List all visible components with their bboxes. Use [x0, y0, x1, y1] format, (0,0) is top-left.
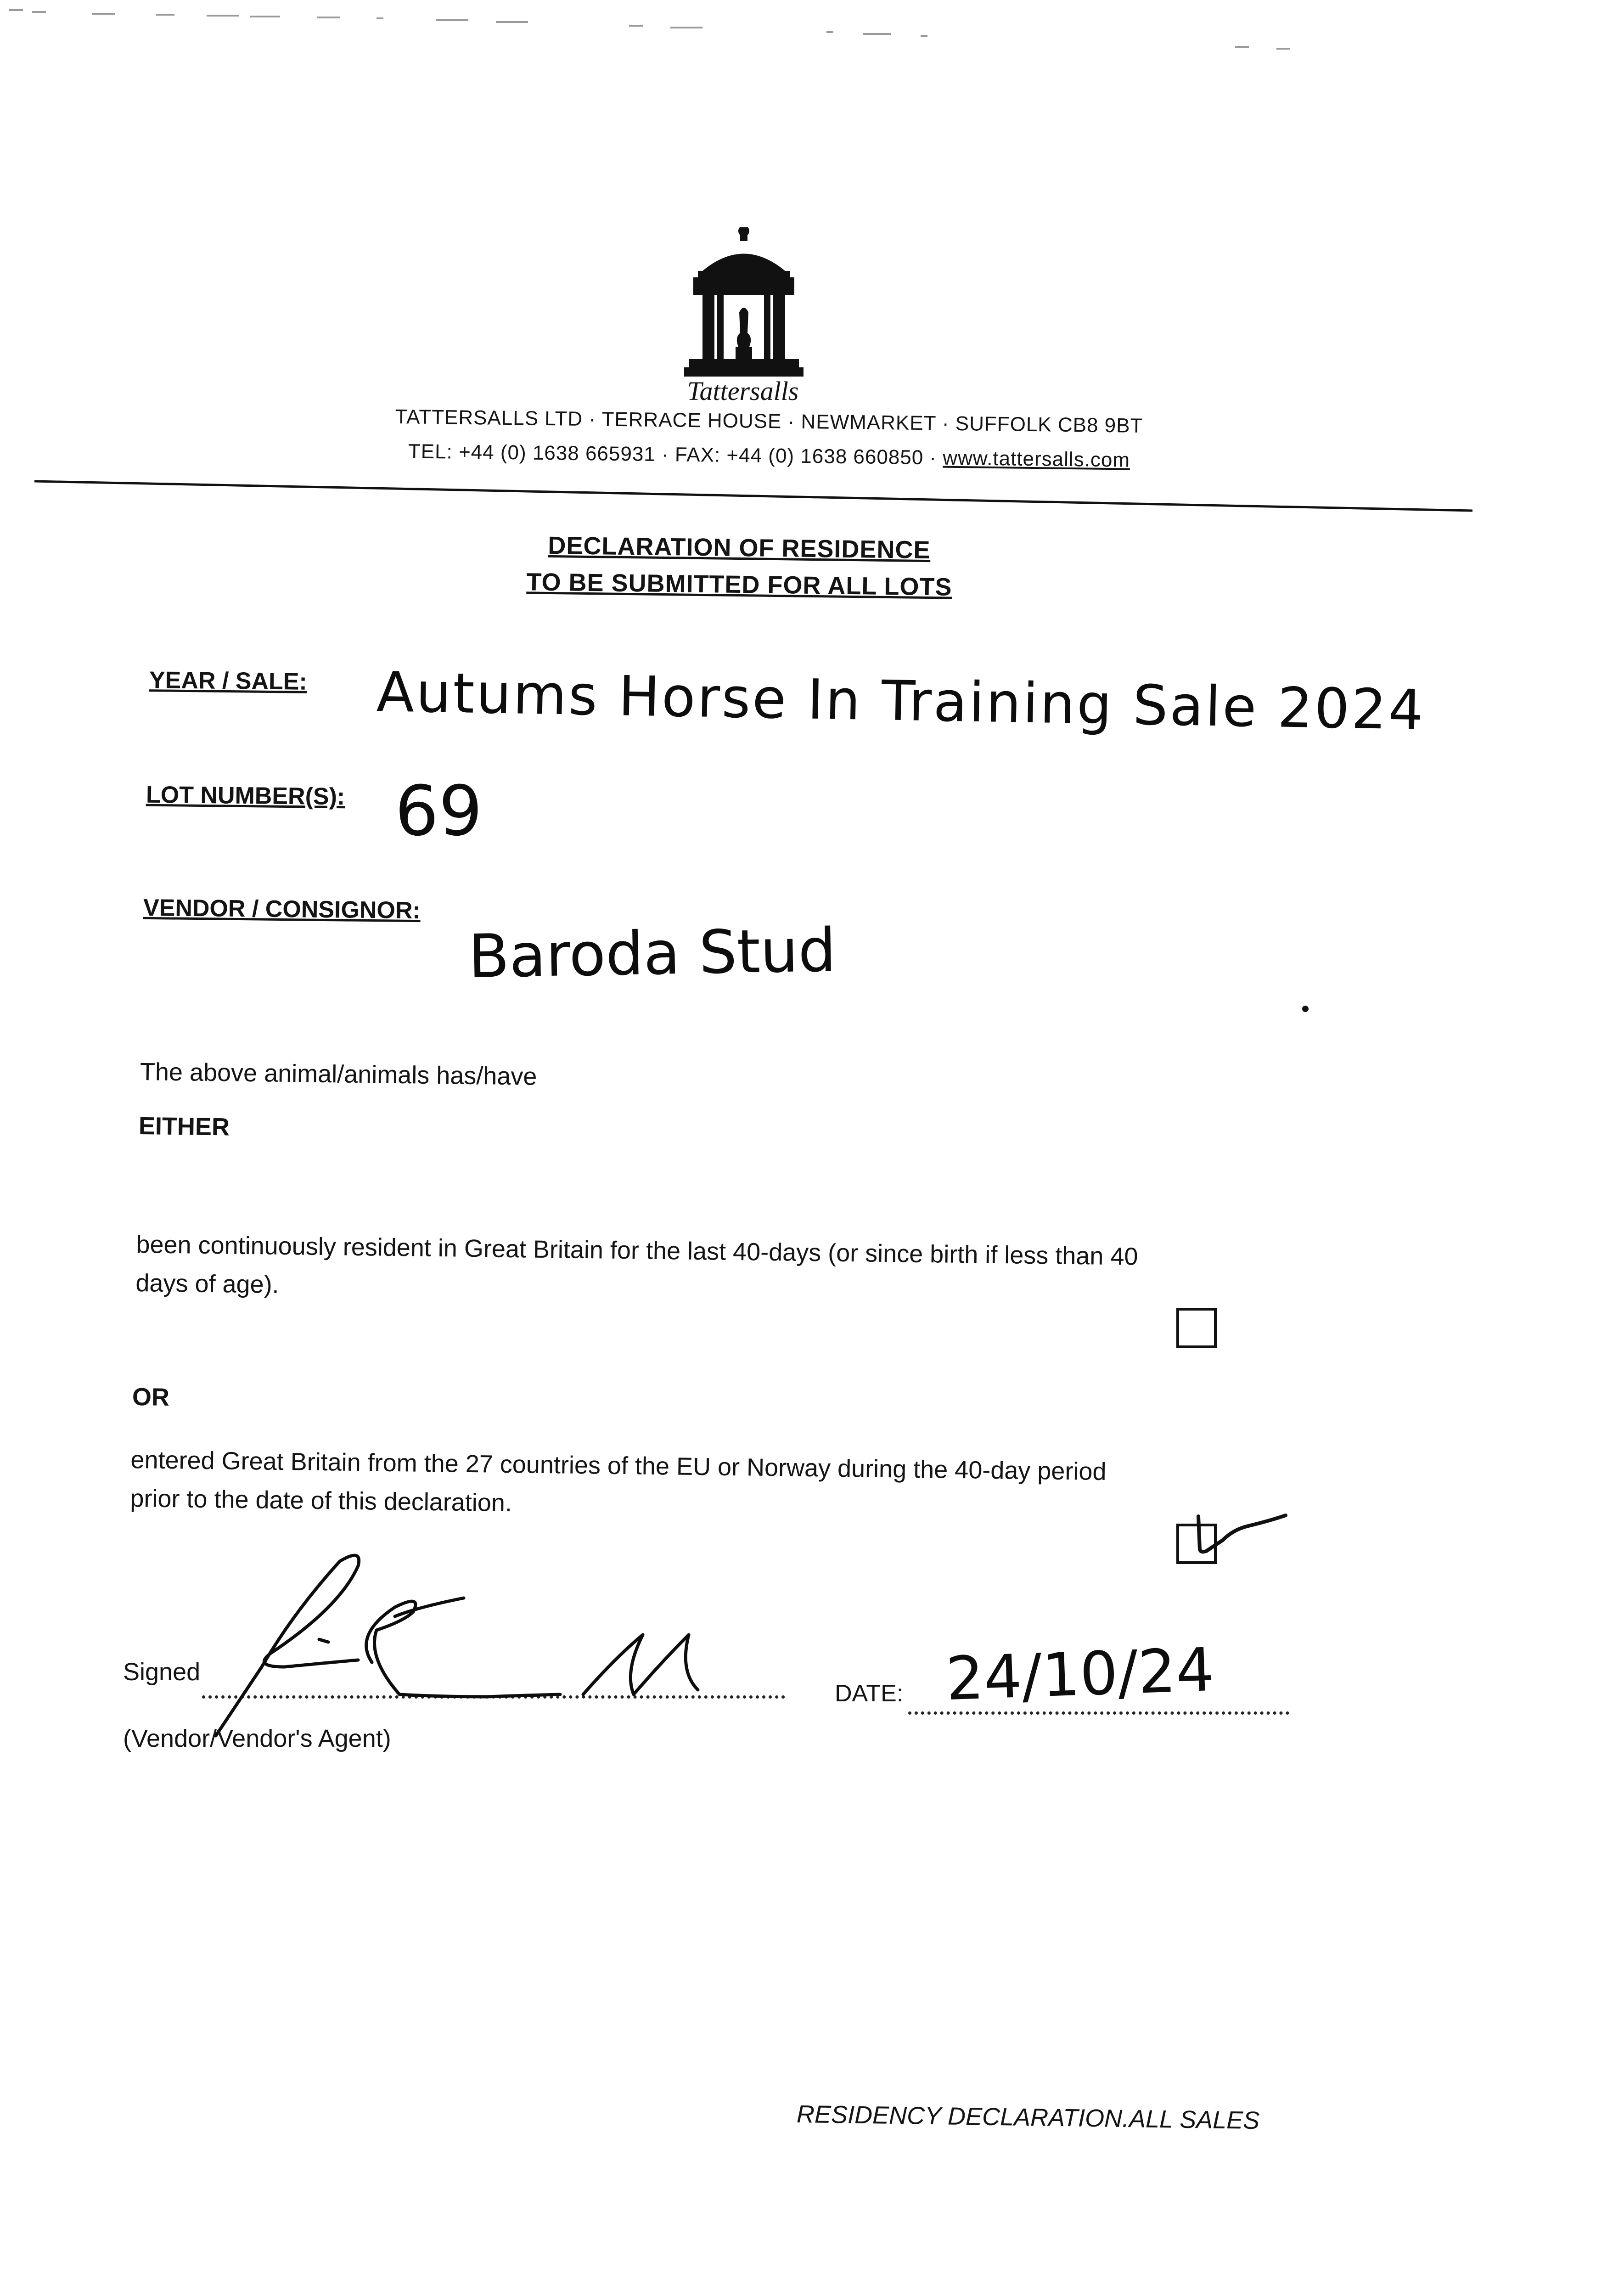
brand-name: Tattersalls: [687, 376, 799, 406]
vendor-consignor-label: VENDOR / CONSIGNOR:: [143, 894, 421, 924]
signed-label: Signed: [123, 1658, 201, 1686]
lot-number-label: LOT NUMBER(S):: [146, 781, 345, 810]
date-value[interactable]: 24/10/24: [944, 1634, 1215, 1714]
either-heading: EITHER: [138, 1112, 230, 1141]
website-link[interactable]: www.tattersalls.com: [943, 446, 1130, 472]
address-line: TATTERSALLS LTD · TERRACE HOUSE · NEWMARKET · SUFFOLK CB8 9BT: [395, 405, 1143, 437]
contact-line: [321, 439, 1217, 473]
option-entered-text: [130, 1441, 1107, 1530]
option-resident-text: [135, 1225, 1138, 1315]
year-sale-label: YEAR / SALE:: [149, 667, 308, 695]
header-rule: [34, 478, 1472, 514]
page-subtitle: TO BE SUBMITTED FOR ALL LOTS: [526, 568, 952, 601]
handwritten-signature[interactable]: [202, 1543, 781, 1745]
intro-text: The above animal/animals has/have: [140, 1058, 537, 1091]
signer-role-label: (Vendor/Vendor's Agent): [123, 1725, 391, 1752]
page-title: DECLARATION OF RESIDENCE: [548, 531, 931, 564]
option-resident-checkbox[interactable]: [1176, 1308, 1217, 1348]
option-entered-line1: entered Great Britain from the 27 countries of the EU or Norway during the 40-day period: [130, 1446, 1107, 1486]
ink-dot: [1302, 1006, 1309, 1012]
lot-number-value[interactable]: 69: [395, 771, 483, 851]
pavilion-statue-logo: [675, 227, 813, 379]
or-heading: OR: [132, 1383, 170, 1411]
contact-numbers: TEL: +44 (0) 1638 665931 · FAX: +44 (0) 1638 660850 ·: [408, 440, 943, 469]
scan-artifact: [0, 0, 1624, 55]
option-resident-line2: days of age).: [135, 1269, 280, 1299]
option-entered-line2: prior to the date of this declaration.: [130, 1484, 512, 1517]
option-resident-line1: been continuously resident in Great Britain for the last 40-days (or since birth if less than 40: [136, 1231, 1138, 1271]
year-sale-value[interactable]: Autums Horse In Training Sale 2024: [376, 660, 1426, 743]
footer-reference: RESIDENCY DECLARATION.ALL SALES: [796, 2100, 1260, 2135]
checkmark-icon: [1182, 1507, 1288, 1576]
date-label: DATE:: [835, 1680, 904, 1707]
vendor-consignor-value[interactable]: Baroda Stud: [467, 915, 837, 991]
